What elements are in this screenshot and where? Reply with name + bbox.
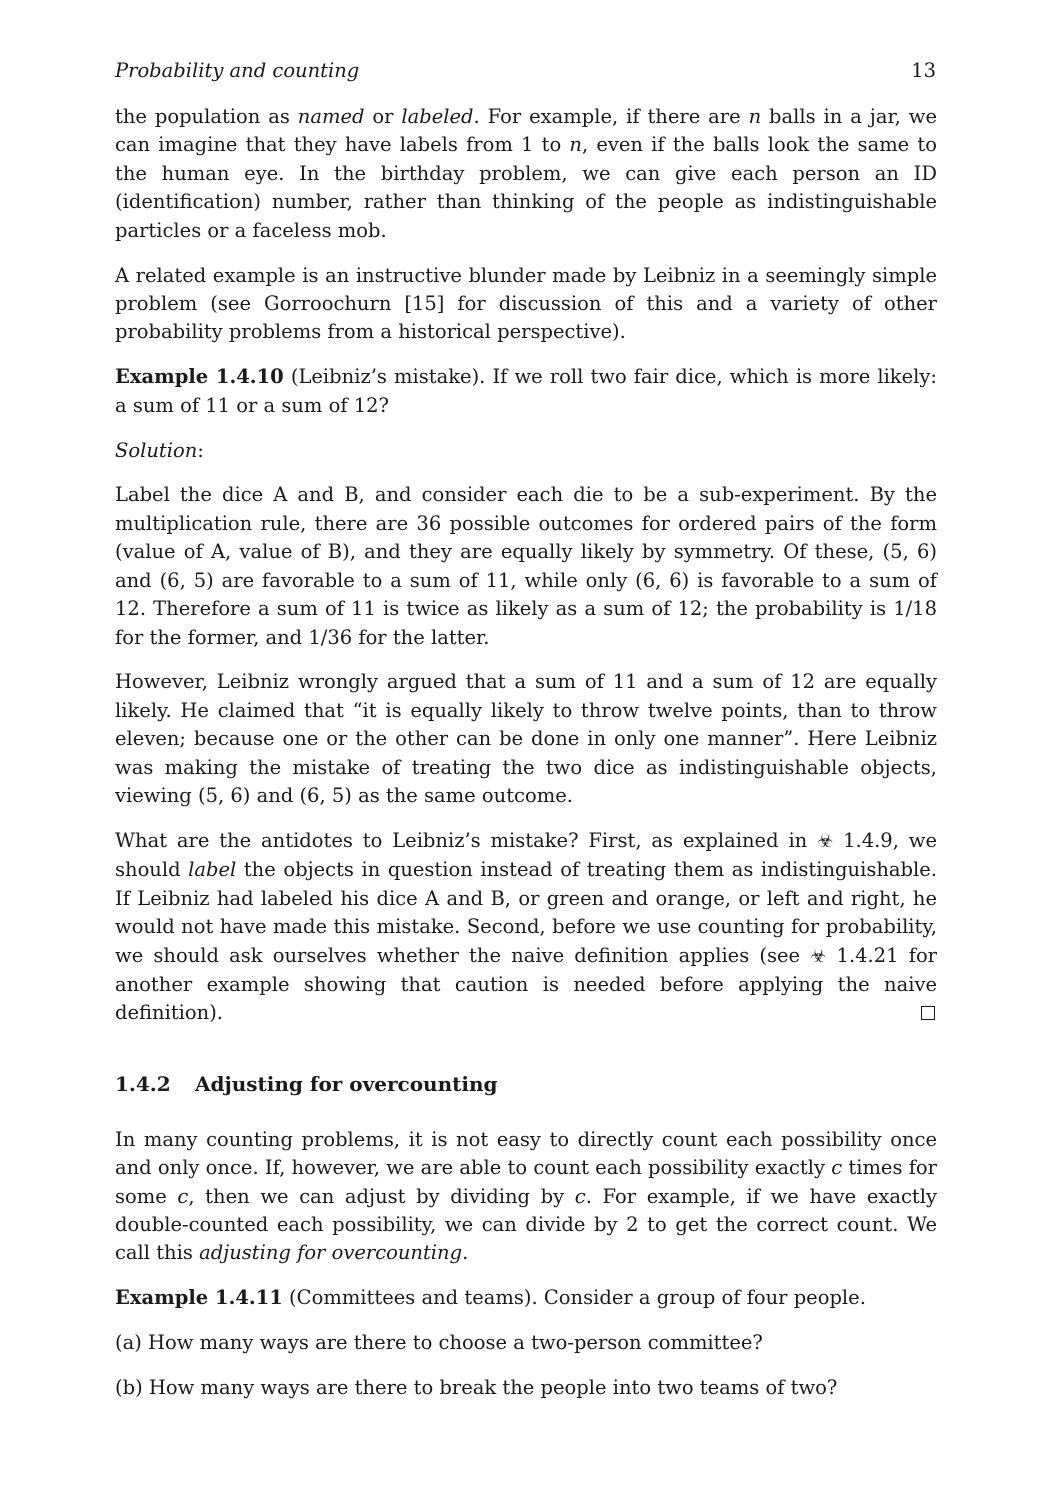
solution-heading: Solution:	[115, 438, 204, 462]
biohazard-icon: ☣	[817, 830, 834, 852]
page-header	[115, 58, 936, 84]
paragraph-leibniz-intro: A related example is an instructive blunder made by Leibniz in a seemingly simple problem (see Gorroochurn [15] for discussion of this and a variety of other probability problems from a historical perspective).	[115, 263, 937, 344]
running-head: Probability and counting	[115, 59, 360, 82]
example-text: If we roll two fair dice, which is more likely: a sum of 11 or a sum of 12?	[115, 365, 937, 417]
paragraph-solution: Label the dice A and B, and consider each die to be a sub-experiment. By the multiplication rule, there are 36 possible outcomes for ordered pairs of the form (value of A, value of B), and they are equally likely by symmetry. Of these, (5, 6) and (6, 5) are favorable to a sum of 11, while only (6, 6) is favorable to a sum of 12. Therefore a sum of 11 is twice as likely as a sum of 12; the probability is 1/18 for the former, and 1/36 for the latter.	[115, 483, 937, 649]
page-number: 13	[911, 59, 936, 82]
example-committees	[115, 1284, 937, 1312]
biohazard-icon: ☣	[810, 945, 827, 967]
math-n: n	[569, 133, 582, 157]
term-labeled: labeled	[401, 105, 474, 128]
paragraph-leibniz-argument: However, Leibniz wrongly argued that a sum of 11 and a sum of 12 are equally likely. He claimed that “it is equally likely to throw twelve points, than to throw eleven; because one or the other can be done in only one manner”. Here Leibniz was making the mistake of treating the two dice as indistinguishable objects, viewing (5, 6) and (6, 5) as the same outcome.	[115, 670, 937, 808]
example-title: (Committees and teams).	[282, 1286, 538, 1310]
example-leibniz	[115, 363, 937, 420]
example-label: Example 1.4.10	[115, 365, 284, 389]
section-number: 1.4.2	[115, 1071, 171, 1096]
math-c: c	[574, 1184, 586, 1208]
math-c: c	[831, 1156, 843, 1180]
term-named: named	[297, 105, 365, 128]
term-adjusting: adjusting for overcounting	[199, 1241, 463, 1265]
example-label: Example 1.4.11	[115, 1286, 283, 1310]
paragraph-labeling: the population as named or labeled. For example, if there are n balls in a jar, we can imagine that they have labels from 1 to n, even if the balls look the same to the human eye. In the birthday problem, we can give each person an ID (identification) number, rather than thinking of the people as indistinguishable particles or a faceless mob.	[115, 105, 937, 242]
paragraph-antidotes: What are the antidotes to Leibniz’s mistake? First, as explained in ☣ 1.4.9, we should label the objects in question instead of treating them as indistinguishable. If Leibniz had labeled his dice A and B, or green and orange, or left and right, he would not have made this mistake. Second, before we use counting for probability, we should ask ourselves whether the naive definition applies (see ☣ 1.4.21 for another example showing that caution is needed before applying the naive definition).	[115, 828, 938, 1025]
math-n: n	[748, 105, 762, 128]
section-heading	[115, 1070, 937, 1098]
term-label: label	[188, 858, 237, 882]
example-text: Consider a group of four people.	[537, 1286, 866, 1310]
paragraph-overcounting: In many counting problems, it is not easy to directly count each possibility once and only once. If, however, we are able to count each possibility exactly c times for some c, then we can adjust by dividing by c. For example, if we have exactly double-counted each possibility, we can divide by 2 to get the correct count. We call this adjusting for overcounting.	[115, 1127, 937, 1265]
body-text	[115, 103, 937, 1419]
qed-box-icon	[921, 1006, 935, 1020]
example-title: (Leibniz’s mistake).	[283, 365, 486, 389]
math-c: c	[177, 1184, 189, 1208]
list-item-b: (b) How many ways are there to break the people into two teams of two?	[115, 1376, 838, 1400]
list-item-a: (a) How many ways are there to choose a two-person committee?	[115, 1331, 763, 1355]
section-title: Adjusting for overcounting	[195, 1071, 498, 1096]
